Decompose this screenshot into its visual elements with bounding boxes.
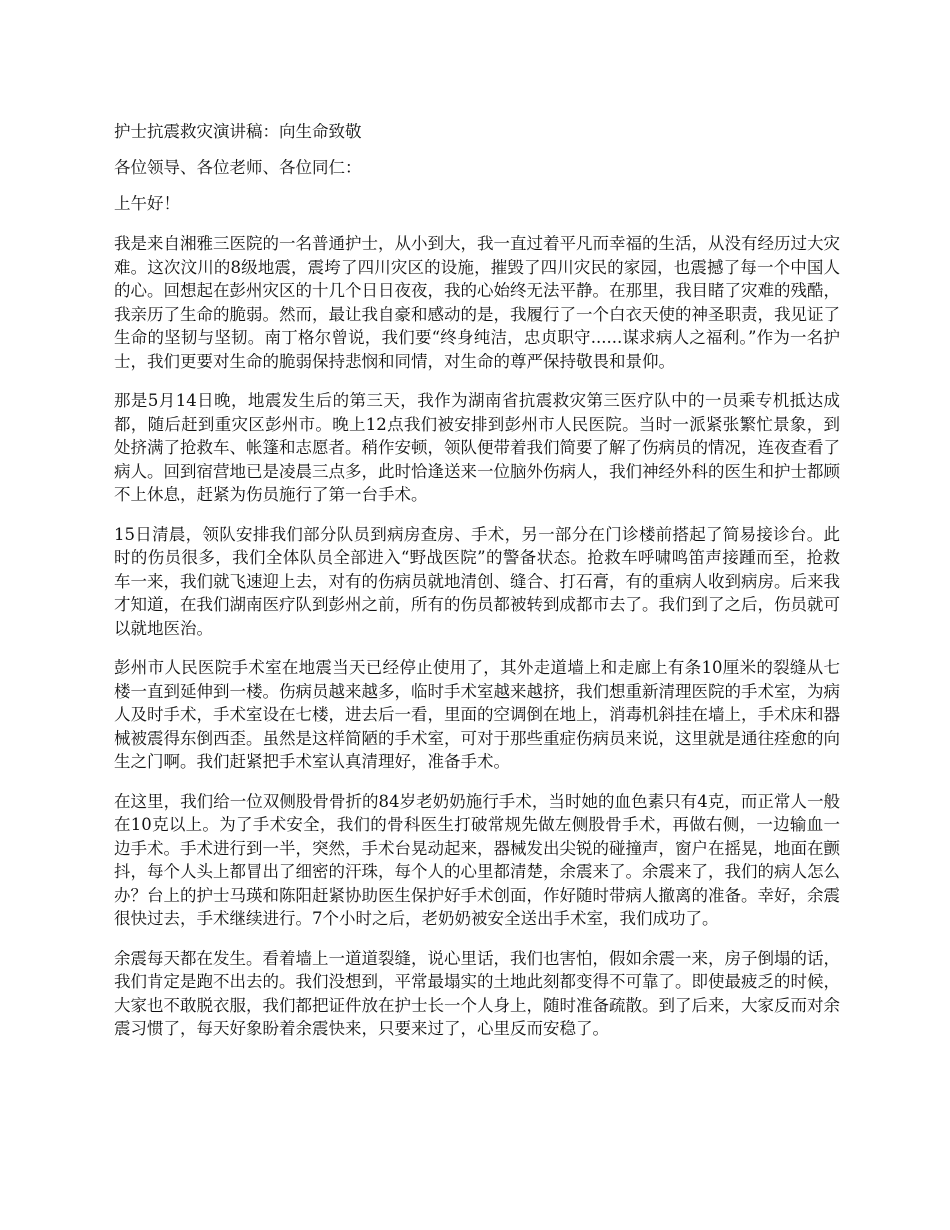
document-title: 护士抗震救灾演讲稿：向生命致敬 xyxy=(114,122,362,141)
paragraph-1: 我是来自湘雅三医院的一名普通护士，从小到大，我一直过着平凡而幸福的生活，从没有经历过大灾难。这次汶川的8级地震，震垮了四川灾区的设施，摧毁了四川灾民的家园，也震撼了每一个中国人的心。回想起在彭州灾区的十几个日日夜夜，我的心始终无法平静。在那里，我目睹了灾难的残酷，我亲历了生命的脆弱。然而，最让我自豪和感动的是，我履行了一个白衣天使的神圣职责，我见证了生命的坚韧与坚韧。南丁格尔曾说，我们要“终身纯洁，忠贞职守......谋求病人之福利。”作为一名护士，我们更要对生命的脆弱保持悲悯和同情，对生命的尊严保持敬畏和景仰。 xyxy=(114,234,840,371)
salutation: 各位领导、各位老师、各位同仁： xyxy=(114,158,362,177)
paragraph-6: 余震每天都在发生。看着墙上一道道裂缝，说心里话，我们也害怕，假如余震一来，房子倒塌的话，我们肯定是跑不出去的。我们没想到，平常最塌实的土地此刻都变得不可靠了。即使最疲乏的时候，大家也不敢脱衣服，我们都把证件放在护士长一个人身上，随时准备疏散。到了后来，大家反而对余震习惯了，每天好象盼着余震快来，只要来过了，心里反而安稳了。 xyxy=(114,948,840,1038)
paragraph-2: 那是5月14日晚，地震发生后的第三天，我作为湖南省抗震救灾第三医疗队中的一员乘专机抵达成都，随后赶到重灾区彭州市。晚上12点我们被安排到彭州市人民医院。当时一派紧张繁忙景象，到处挤满了抢救车、帐篷和志愿者。稍作安顿，领队便带着我们简要了解了伤病员的情况，连夜查看了病人。回到宿营地已是凌晨三点多，此时恰逢送来一位脑外伤病人，我们神经外科的医生和护士都顾不上休息，赶紧为伤员施行了第一台手术。 xyxy=(114,391,840,504)
document-body xyxy=(114,120,840,1057)
paragraph-3: 15日清晨，领队安排我们部分队员到病房查房、手术，另一部分在门诊楼前搭起了简易接诊台。此时的伤员很多，我们全体队员全部进入“野战医院”的警备状态。抢救车呼啸鸣笛声接踵而至，抢救车一来，我们就飞速迎上去，对有的伤病员就地清创、缝合、打石膏，有的重病人收到病房。后来我才知道，在我们湖南医疗队到彭州之前，所有的伤员都被转到成都市去了。我们到了之后，伤员就可以就地医治。 xyxy=(114,524,840,638)
paragraph-5: 在这里，我们给一位双侧股骨骨折的84岁老奶奶施行手术，当时她的血色素只有4克，而正常人一般在10克以上。为了手术安全，我们的骨科医生打破常规先做左侧股骨手术，再做右侧，一边输血一边手术。手术进行到一半，突然，手术台晃动起来，器械发出尖锐的碰撞声，窗户在摇晃，地面在颤抖，每个人头上都冒出了细密的汗珠，每个人的心里都清楚，余震来了。余震来了，我们的病人怎么办？台上的护士马瑛和陈阳赶紧协助医生保护好手术创面，作好随时带病人撤离的准备。幸好，余震很快过去，手术继续进行。7个小时之后，老奶奶被安全送出手术室，我们成功了。 xyxy=(114,791,840,928)
paragraph-4: 彭州市人民医院手术室在地震当天已经停止使用了，其外走道墙上和走廊上有条10厘米的裂缝从七楼一直到延伸到一楼。伤病员越来越多，临时手术室越来越挤，我们想重新清理医院的手术室，为病人及时手术，手术室设在七楼，进去后一看，里面的空调倒在地上，消毒机斜挂在墙上，手术床和器械被震得东倒西歪。虽然是这样简陋的手术室，可对于那些重症伤病员来说，这里就是通往痊愈的向生之门啊。我们赶紧把手术室认真清理好，准备手术。 xyxy=(114,658,840,771)
greeting: 上午好！ xyxy=(114,194,180,213)
